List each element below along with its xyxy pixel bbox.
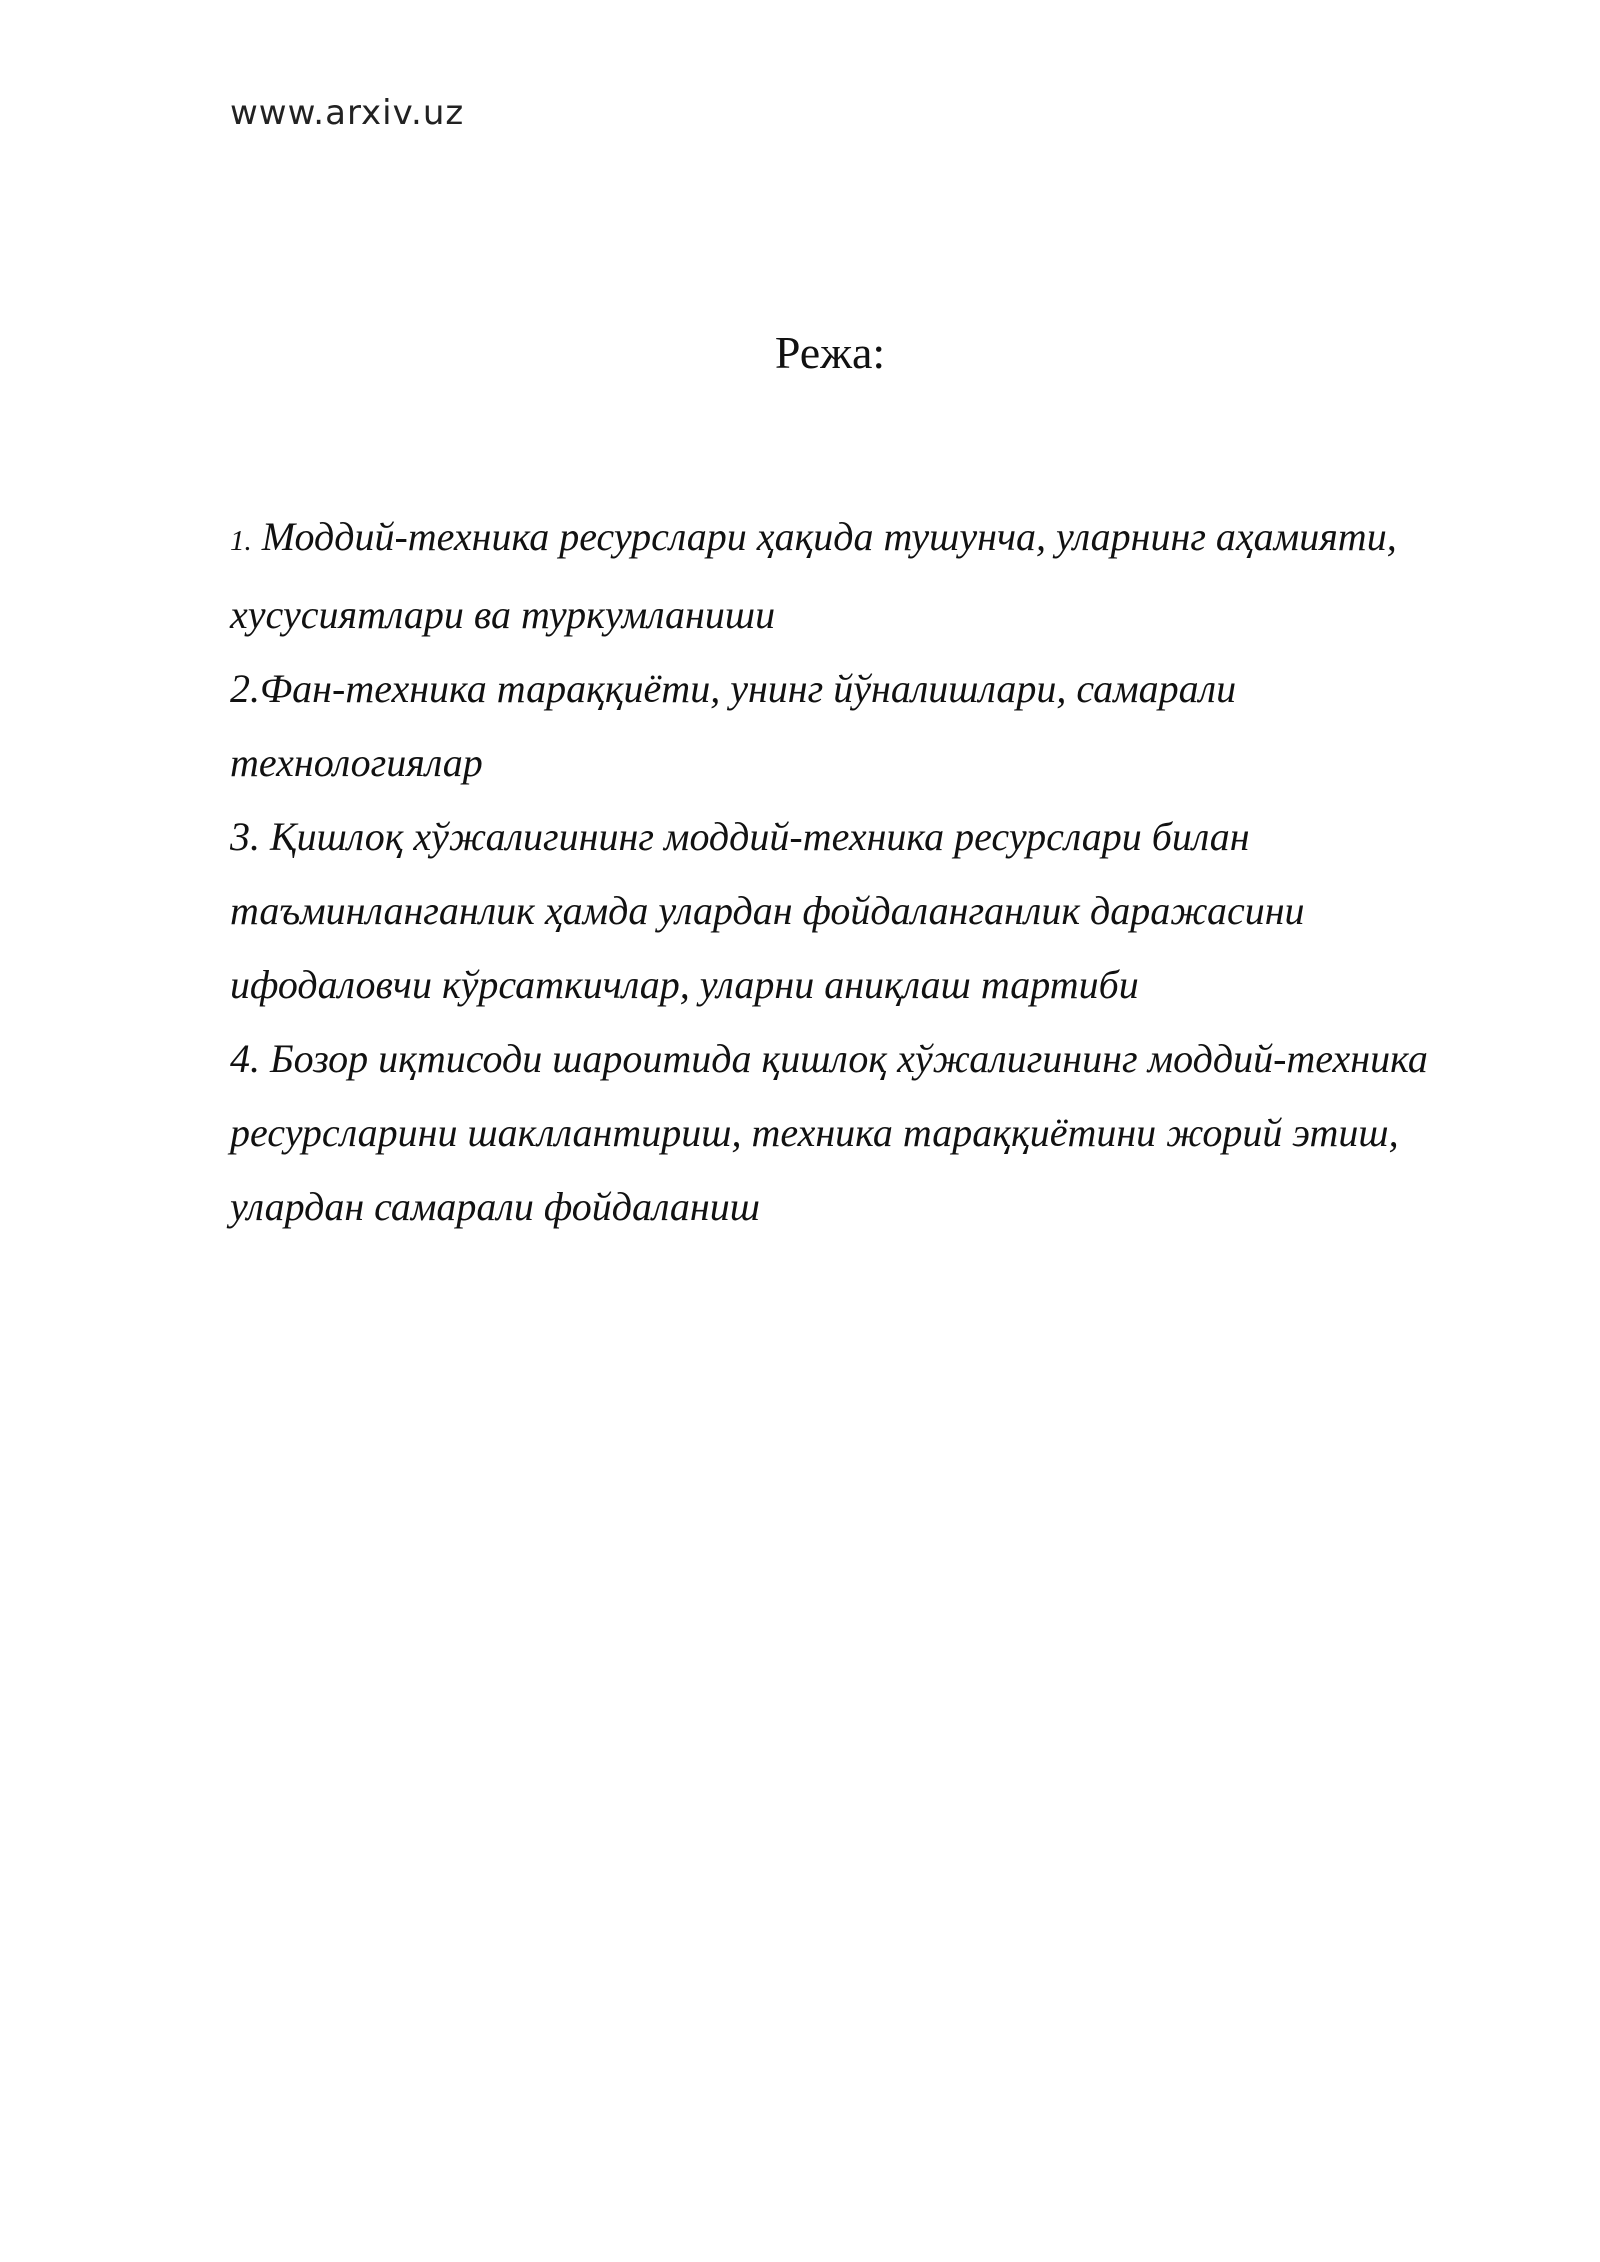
plan-item-text: Қишлоқ хўжалигининг моддий-техника ресурслари билан таъминланганлик ҳамда улардан фойдаланганлик даражасини ифодаловчи кўрсаткичлар, уларни аниқлаш тартиби <box>230 814 1305 1007</box>
plan-item-number: 4. <box>230 1036 260 1081</box>
plan-item-4 <box>230 1022 1430 1244</box>
plan-item-3 <box>230 800 1430 1022</box>
plan-item-number: 1. <box>230 525 252 557</box>
document-title: Режа: <box>774 327 886 378</box>
plan-item-1 <box>230 500 1430 652</box>
plan-item-text: Фан-техника тараққиёти, унинг йўналишлари, самарали технологиялар <box>230 666 1237 785</box>
plan-item-number: 3. <box>230 814 260 859</box>
plan-item-2 <box>230 652 1430 800</box>
plan-list <box>230 500 1430 1244</box>
site-header[interactable]: www.arxiv.uz <box>230 93 465 133</box>
plan-item-text: Бозор иқтисоди шароитида қишлоқ хўжалигининг моддий-техника ресурсларини шакллантириш, техника тараққиётини жорий этиш, улардан самарали фойдаланиш <box>230 1036 1428 1229</box>
plan-item-number: 2. <box>230 666 260 711</box>
plan-item-text: Моддий-техника ресурслари ҳақида тушунча, уларнинг аҳамияти, хусусиятлари ва туркумланиши <box>230 514 1397 637</box>
